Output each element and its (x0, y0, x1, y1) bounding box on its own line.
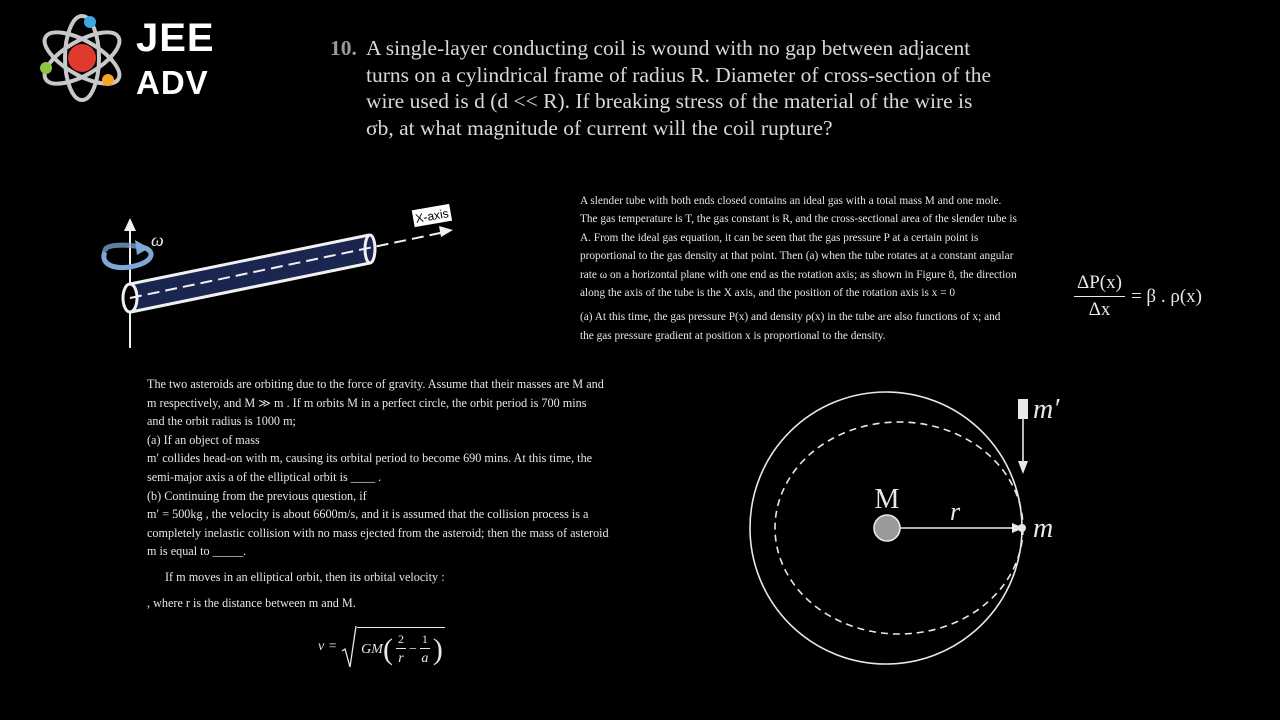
paragraph-line: m′ collides head-on with m, causing its orbital period to become 690 mins. At this time, the (147, 451, 593, 466)
minus-sign: − (408, 641, 417, 657)
paragraph-line: proportional to the gas density at that point. Then (a) when the tube rotates at a constant angular (580, 250, 1014, 263)
orbital-velocity-equation (318, 625, 445, 669)
question-text (366, 35, 1090, 141)
paragraph-line: If m moves in an elliptical orbit, then its orbital velocity : (165, 569, 445, 584)
gm-term: GM (361, 641, 383, 657)
paragraph-line: (b) Continuing from the previous question, if (147, 488, 367, 503)
paragraph-line: rate ω on a horizontal plane with one end as the rotation axis; as shown in Figure 8, the direction (580, 268, 1017, 281)
paragraph-line: (a) At this time, the gas pressure P(x) and density ρ(x) in the tube are also functions of x; and (580, 311, 1001, 324)
question-line: turns on a cylindrical frame of radius R. Diameter of cross-section of the (366, 62, 992, 87)
paragraph-line: along the axis of the tube is the X axis, and the position of the rotation axis is x = 0 (580, 287, 956, 300)
brand-line-adv: ADV (136, 64, 209, 101)
paragraph-line: the gas pressure gradient at position x is proportional to the density. (580, 329, 886, 342)
orbiting-mass (1018, 524, 1026, 532)
x-axis-label: X-axis (414, 206, 450, 226)
paragraph-line: , where r is the distance between m and M. (147, 595, 356, 610)
x-axis-arrowhead (439, 226, 453, 237)
tube-problem-text (580, 192, 1060, 345)
paragraph-line: A slender tube with both ends closed contains an ideal gas with a total mass M and one mole. (580, 195, 1002, 207)
paragraph-line: completely inelastic collision with no mass ejected from the asteroid; then the mass of asteroid (147, 525, 609, 540)
fraction-denominator: Δx (1088, 299, 1111, 320)
question-10 (330, 35, 1090, 141)
paragraph-line: m respectively, and M ≫ m . If m orbits M in a perfect circle, the orbit period is 700 mins (147, 395, 587, 410)
brand-logo (36, 12, 236, 108)
orbit-diagram (740, 380, 1100, 680)
question-line: σb, at what magnitude of current will the coil rupture? (366, 115, 833, 140)
paragraph-line: and the orbit radius is 1000 m; (147, 414, 296, 429)
rotating-tube-figure (95, 200, 475, 355)
paragraph-line: m′ = 500kg , the velocity is about 6600m/s, and it is assumed that the collision process is a (147, 507, 589, 522)
equation-fraction (1074, 272, 1125, 321)
question-line: A single-layer conducting coil is wound with no gap between adjacent (366, 36, 971, 60)
paragraph-line: (a) If an object of mass (147, 432, 260, 447)
fraction-numerator: ΔP(x) (1074, 272, 1125, 297)
fraction-one-over-a: $\frac{1}{a}$ (421, 632, 429, 666)
paragraph-line: The two asteroids are orbiting due to the force of gravity. Assume that their masses are M and (147, 377, 604, 391)
question-line: wire used is d (d << R). If breaking stress of the material of the wire is (366, 89, 973, 113)
paragraph-line: The gas temperature is T, the gas constant is R, and the cross-sectional area of the slender tube is (580, 213, 1017, 226)
sqrt-body: GM ( $\frac{2}{r}$ − $\frac{1}{a}$ ) (357, 627, 445, 667)
equation-lhs: v = (318, 639, 338, 654)
fraction-two-over-r: $\frac{2}{r}$ (397, 632, 404, 666)
label-radius: r (949, 497, 961, 526)
asteroid-problem-text (147, 375, 647, 612)
omega-label: ω (151, 230, 164, 250)
label-central-mass: M (874, 484, 900, 515)
paragraph-line: A. From the ideal gas equation, it can be seen that the gas pressure P at a certain point is (580, 231, 979, 244)
impactor-mass (1018, 399, 1028, 419)
brand-line-jee: JEE (136, 16, 215, 60)
question-number: 10. (330, 36, 357, 60)
pressure-gradient-equation (1074, 272, 1202, 321)
atom-icon (36, 12, 132, 108)
rotation-axis-arrowhead (124, 218, 136, 231)
sqrt-sign (341, 625, 357, 669)
label-orbiting-mass: m (1033, 513, 1054, 544)
central-mass (874, 515, 900, 541)
label-impactor-mass: m′ (1033, 394, 1060, 425)
paragraph-line: semi-major axis a of the elliptical orbit is ____ . (147, 469, 382, 484)
paragraph-line: m is equal to _____. (147, 544, 247, 559)
tube-body (130, 235, 370, 312)
equation-rhs: = β . ρ(x) (1130, 285, 1202, 307)
